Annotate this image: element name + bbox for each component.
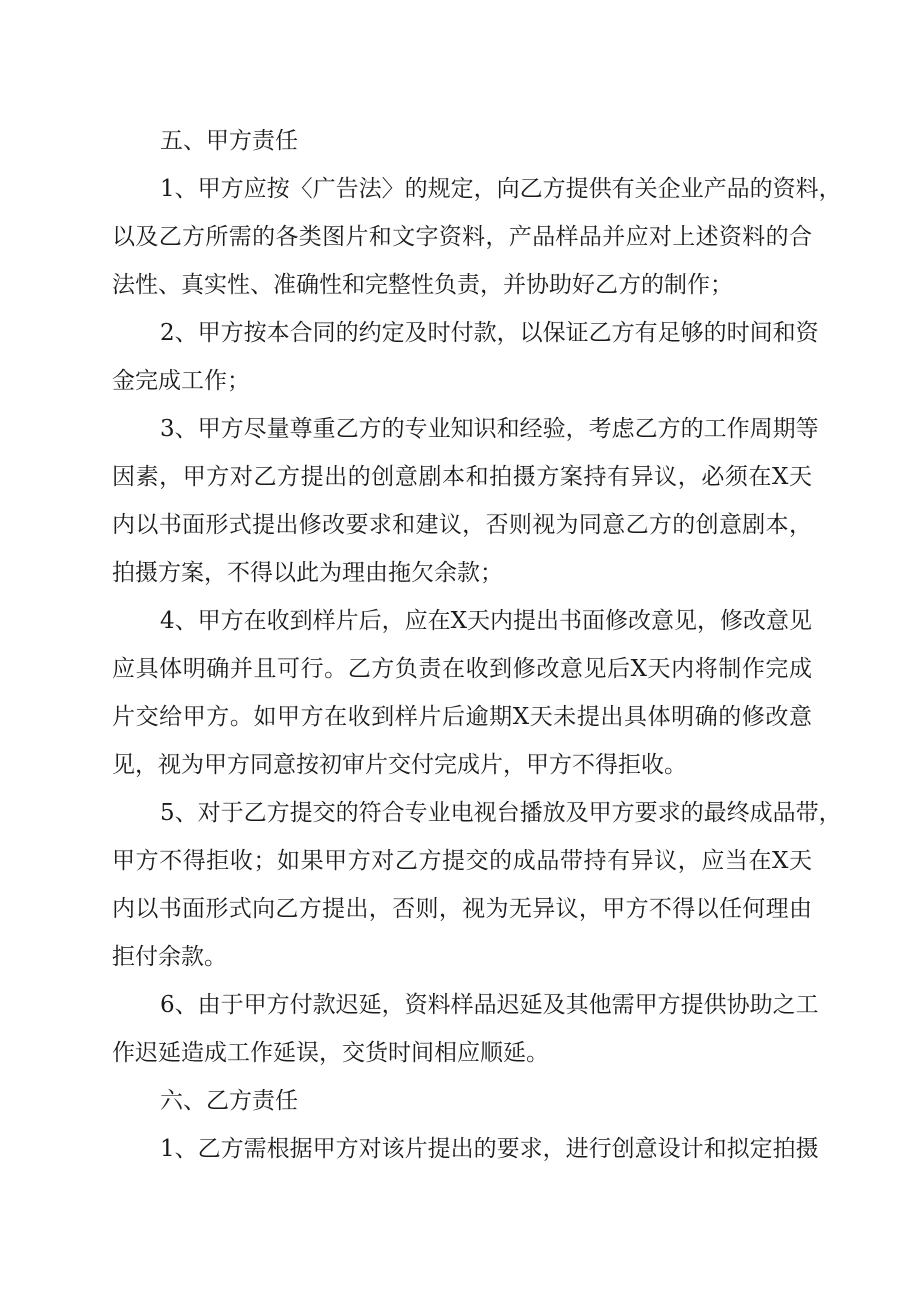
paragraph-line: 拒付余款。 xyxy=(112,944,227,970)
clause-paragraph xyxy=(112,1125,819,1173)
paragraph-line: 以及乙方所需的各类图片和文字资料，产品样品并应对上述资料的合 xyxy=(112,224,812,250)
paragraph-line: 片交给甲方。如甲方在收到样片后逾期X天未提出具体明确的修改意 xyxy=(112,704,812,730)
paragraph-line: 作迟延造成工作延误，交货时间相应顺延。 xyxy=(112,1040,549,1066)
paragraph-line: 3、甲方尽量尊重乙方的专业知识和经验，考虑乙方的工作周期等 xyxy=(160,416,819,442)
paragraph-line: 金完成工作； xyxy=(112,368,250,394)
clause-paragraph xyxy=(112,597,812,789)
section-heading-party-b-duties: 六、乙方责任 xyxy=(160,1088,298,1114)
paragraph-line: 1、甲方应按〈广告法〉的规定，向乙方提供有关企业产品的资料， xyxy=(160,176,842,202)
paragraph-line: 拍摄方案，不得以此为理由拖欠余款； xyxy=(112,560,503,586)
paragraph-line: 内以书面形式提出修改要求和建议，否则视为同意乙方的创意剧本， xyxy=(112,512,812,538)
clause-paragraph xyxy=(112,309,819,405)
paragraph-line: 应具体明确并且可行。乙方负责在收到修改意见后X天内将制作完成 xyxy=(112,656,812,682)
paragraph-line: 6、由于甲方付款迟延，资料样品迟延及其他需甲方提供协助之工 xyxy=(160,992,819,1018)
paragraph-line: 内以书面形式向乙方提出，否则，视为无异议，甲方不得以任何理由 xyxy=(112,896,812,922)
paragraph-line: 4、甲方在收到样片后，应在X天内提出书面修改意见，修改意见 xyxy=(160,608,813,634)
clause-paragraph xyxy=(112,981,819,1077)
paragraph-line: 甲方不得拒收；如果甲方对乙方提交的成品带持有异议，应当在X天 xyxy=(112,848,812,874)
paragraph-line: 见，视为甲方同意按初审片交付完成片，甲方不得拒收。 xyxy=(112,752,687,778)
section-heading-party-a-duties: 五、甲方责任 xyxy=(160,128,298,154)
document-body xyxy=(112,117,842,1173)
paragraph-line: 法性、真实性、准确性和完整性负责，并协助好乙方的制作； xyxy=(112,272,733,298)
clause-paragraph xyxy=(112,165,842,309)
paragraph-line: 2、甲方按本合同的约定及时付款，以保证乙方有足够的时间和资 xyxy=(160,320,819,346)
clause-paragraph xyxy=(112,789,842,981)
clause-paragraph xyxy=(112,405,819,597)
paragraph-line: 5、对于乙方提交的符合专业电视台播放及甲方要求的最终成品带， xyxy=(160,800,842,826)
paragraph-line: 因素，甲方对乙方提出的创意剧本和拍摄方案持有异议，必须在X天 xyxy=(112,464,812,490)
paragraph-line: 1、乙方需根据甲方对该片提出的要求，进行创意设计和拟定拍摄 xyxy=(160,1136,819,1162)
